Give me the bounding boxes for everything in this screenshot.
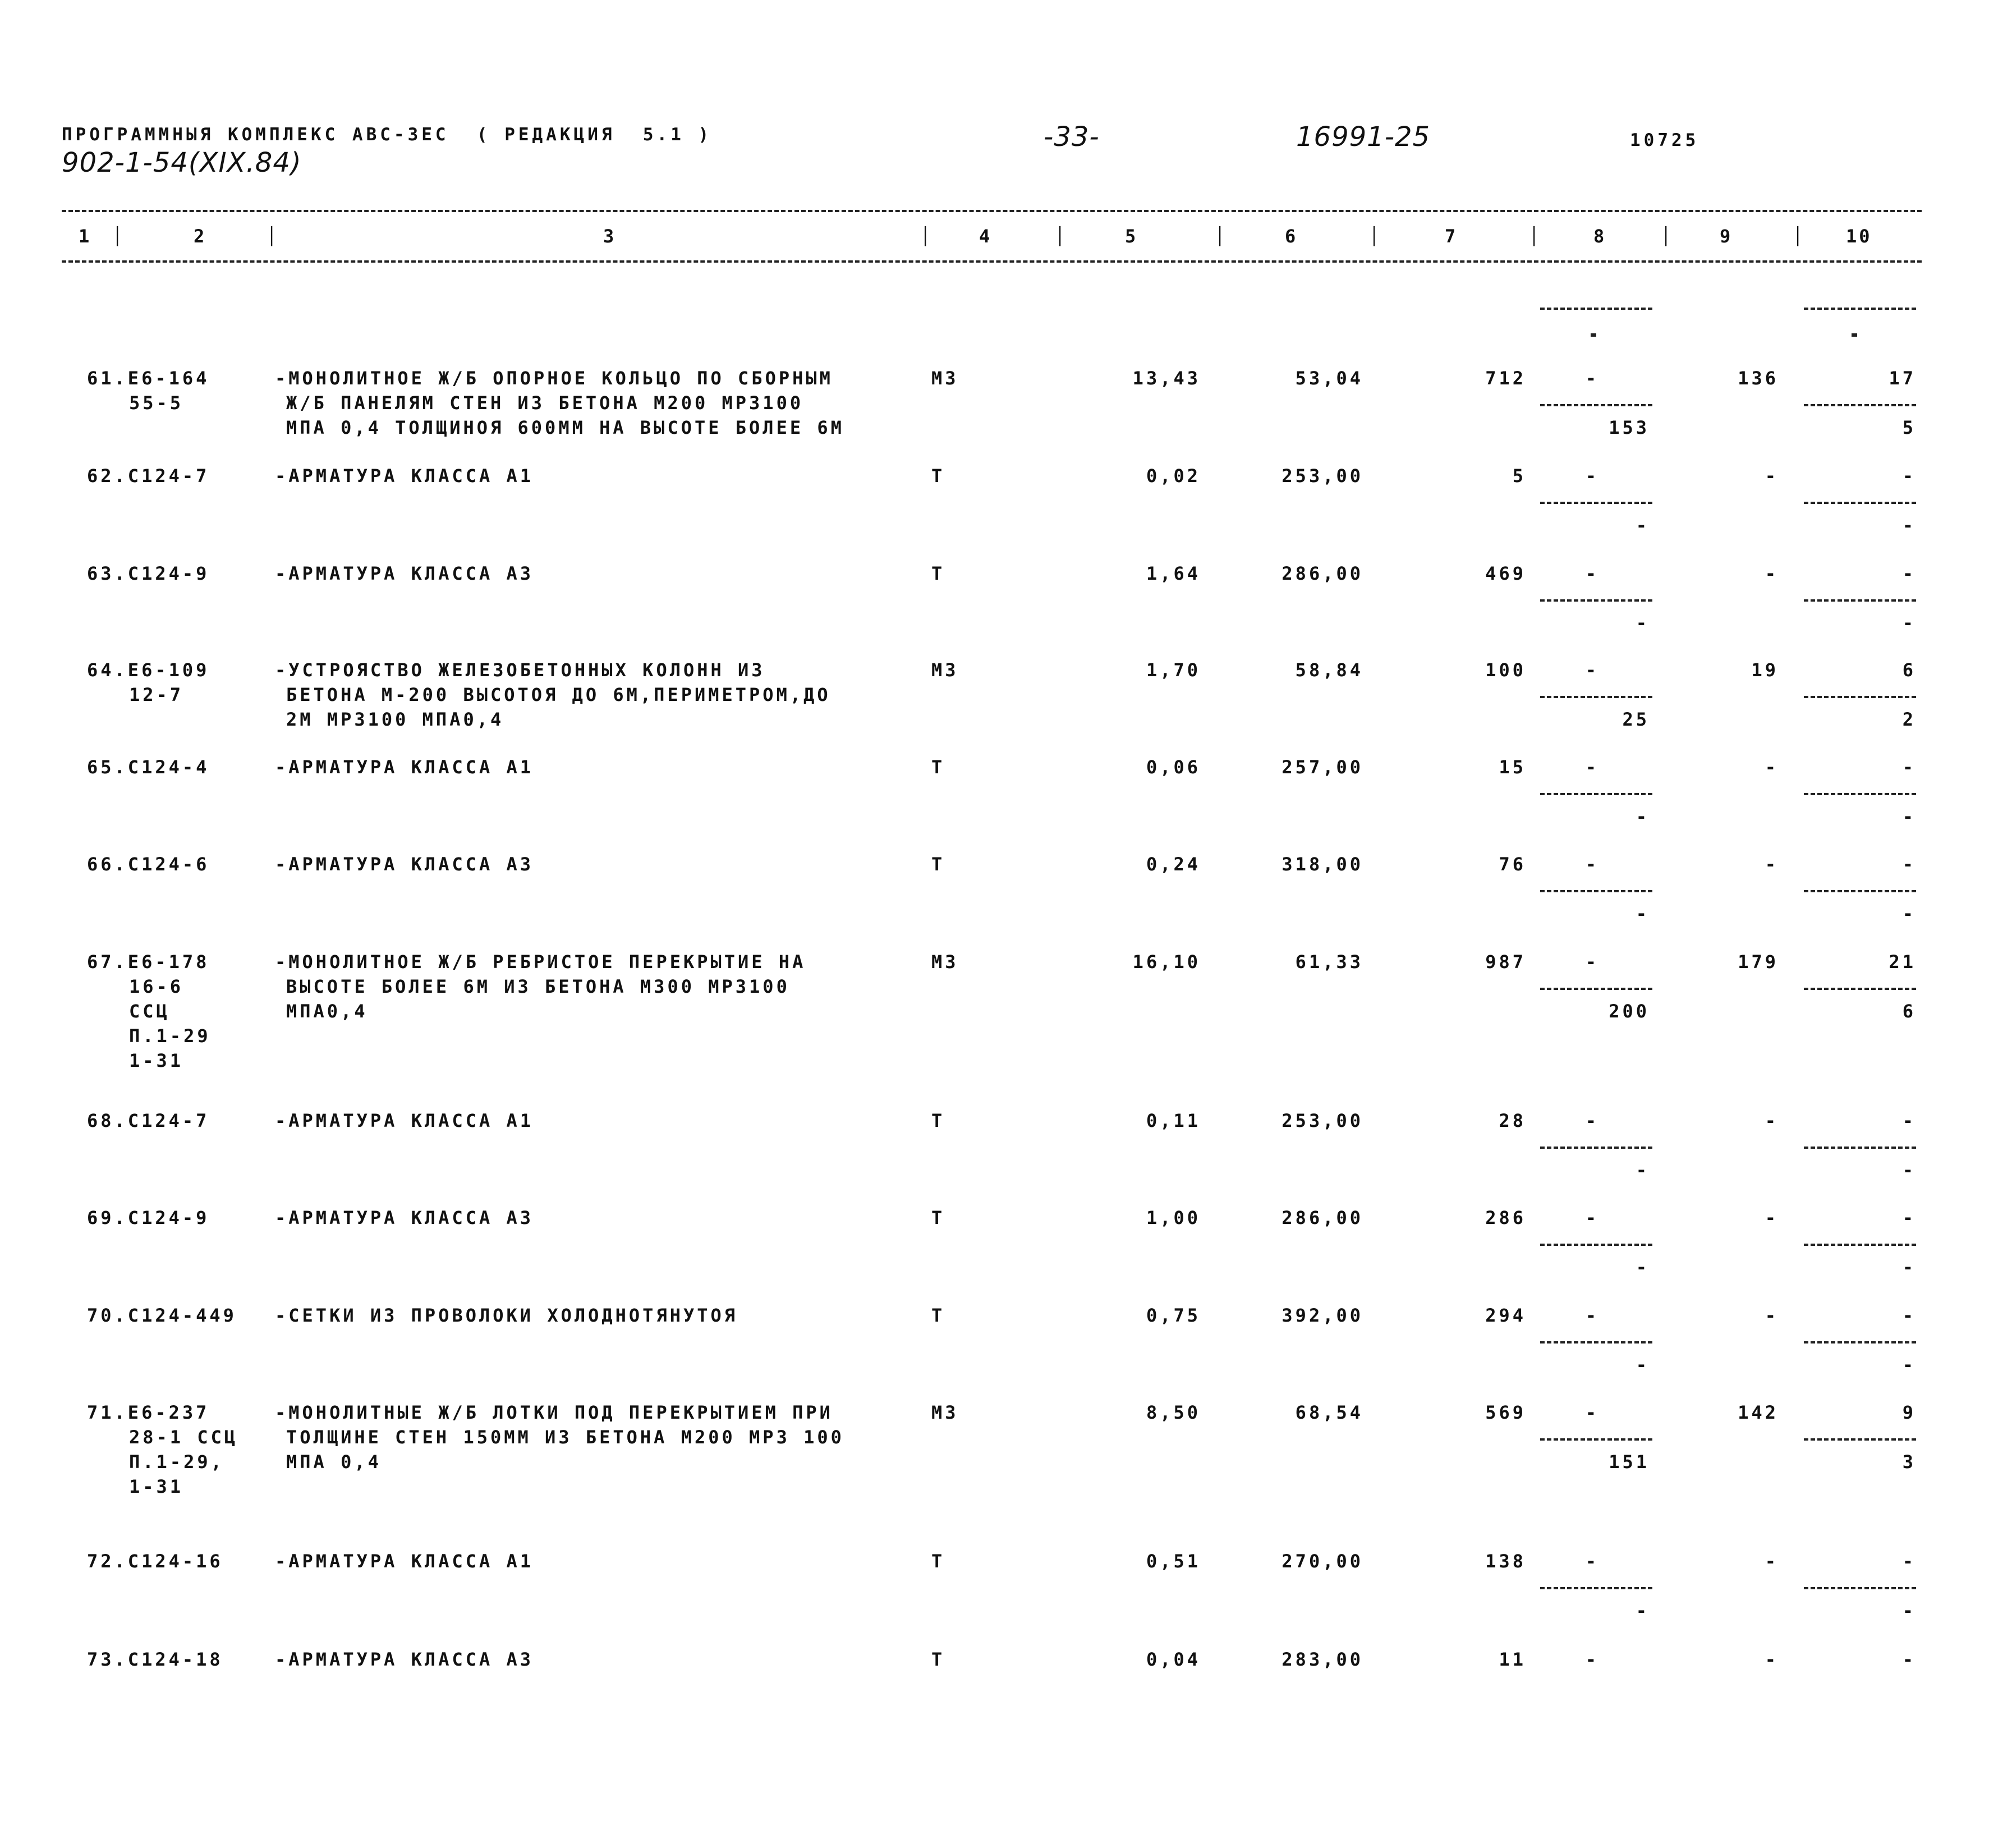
col10-top-value: - xyxy=(1902,465,1916,487)
col10-fraction-line xyxy=(1804,1341,1916,1343)
quantity: 16,10 xyxy=(1132,951,1201,973)
total-cost: 76 xyxy=(1499,854,1526,875)
col10-dash-mark xyxy=(1852,333,1857,337)
work-description: МПА 0,4 ТОЛЩИНОЯ 600ММ НА ВЫСОТЕ БОЛЕЕ 6М xyxy=(286,417,844,438)
col8-fraction-line xyxy=(1540,890,1652,892)
quantity: 13,43 xyxy=(1132,368,1201,389)
work-description: -АРМАТУРА КЛАССА АЗ xyxy=(275,854,534,875)
col10-fraction-line xyxy=(1804,1244,1916,1246)
total-cost: 100 xyxy=(1485,659,1526,681)
col8-bottom-value: - xyxy=(1636,1354,1650,1375)
position-code: 64.Е6-109 xyxy=(87,659,210,681)
col10-fraction-line xyxy=(1804,404,1916,406)
work-description: -МОНОЛИТНЫЕ Ж/Б ЛОТКИ ПОД ПЕРЕКРЫТИЕМ ПРИ xyxy=(275,1402,833,1423)
position-code: 70.С124-449 xyxy=(87,1305,237,1326)
col8-top-value: - xyxy=(1585,1207,1599,1228)
col8-top-value: - xyxy=(1585,1649,1599,1670)
column-separator: │ xyxy=(267,227,277,246)
project-code: 902-1-54(XIX.84) xyxy=(62,147,302,178)
unit-of-measure: Т xyxy=(931,854,945,875)
col10-bottom-value: - xyxy=(1902,1600,1916,1621)
col10-fraction-line xyxy=(1804,696,1916,698)
unit-of-measure: МЗ xyxy=(931,368,959,389)
column-separator: │ xyxy=(1529,227,1540,246)
work-description: -УСТРОЯСТВО ЖЕЛЕЗОБЕТОННЫХ КОЛОНН ИЗ xyxy=(275,659,765,681)
work-description: -АРМАТУРА КЛАССА АЗ xyxy=(275,1649,534,1670)
work-description: Ж/Б ПАНЕЛЯМ СТЕН ИЗ БЕТОНА М200 МРЗ100 xyxy=(286,392,804,414)
total-cost: 286 xyxy=(1485,1207,1526,1228)
quantity: 0,51 xyxy=(1146,1551,1201,1572)
col8-top-value: - xyxy=(1585,1110,1599,1131)
work-description: -СЕТКИ ИЗ ПРОВОЛОКИ ХОЛОДНОТЯНУТОЯ xyxy=(275,1305,738,1326)
column-header-3: 3 xyxy=(603,226,617,247)
col9-value: - xyxy=(1765,1305,1779,1326)
unit-price: 318,00 xyxy=(1281,854,1363,875)
column-header-4: 4 xyxy=(979,226,993,247)
col9-value: - xyxy=(1765,465,1779,487)
total-cost: 28 xyxy=(1499,1110,1526,1131)
col10-fraction-line xyxy=(1804,308,1916,310)
col8-fraction-line xyxy=(1540,793,1652,795)
position-code: 67.Е6-178 xyxy=(87,951,210,973)
quantity: 0,11 xyxy=(1146,1110,1201,1131)
col9-value: - xyxy=(1765,563,1779,584)
col10-bottom-value: - xyxy=(1902,1354,1916,1375)
col9-value: 179 xyxy=(1738,951,1779,973)
col8-bottom-value: - xyxy=(1636,612,1650,634)
total-cost: 469 xyxy=(1485,563,1526,584)
col9-value: - xyxy=(1765,1207,1779,1228)
col10-top-value: - xyxy=(1902,1110,1916,1131)
col8-top-value: - xyxy=(1585,465,1599,487)
unit-price: 257,00 xyxy=(1281,756,1363,778)
position-code: 1-31 xyxy=(129,1476,184,1497)
col8-top-value: - xyxy=(1585,1402,1599,1423)
col8-bottom-value: 200 xyxy=(1609,1001,1650,1022)
position-code: 16-6 xyxy=(129,976,184,997)
col8-top-value: - xyxy=(1585,756,1599,778)
col10-fraction-line xyxy=(1804,793,1916,795)
sheet-code: 10725 xyxy=(1630,130,1699,150)
unit-price: 286,00 xyxy=(1281,1207,1363,1228)
col8-fraction-line xyxy=(1540,1341,1652,1343)
col8-bottom-value: - xyxy=(1636,1600,1650,1621)
total-cost: 11 xyxy=(1499,1649,1526,1670)
position-code: 66.С124-6 xyxy=(87,854,210,875)
total-cost: 15 xyxy=(1499,756,1526,778)
unit-of-measure: Т xyxy=(931,756,945,778)
column-separator: │ xyxy=(112,227,123,246)
col10-bottom-value: 5 xyxy=(1902,417,1916,438)
col10-top-value: - xyxy=(1902,756,1916,778)
quantity: 0,24 xyxy=(1146,854,1201,875)
position-code: 63.С124-9 xyxy=(87,563,210,584)
position-code: 65.С124-4 xyxy=(87,756,210,778)
col10-fraction-line xyxy=(1804,1147,1916,1149)
unit-price: 283,00 xyxy=(1281,1649,1363,1670)
col8-top-value: - xyxy=(1585,1551,1599,1572)
position-code: 68.С124-7 xyxy=(87,1110,210,1131)
work-description: -АРМАТУРА КЛАССА А1 xyxy=(275,465,534,487)
col9-value: - xyxy=(1765,854,1779,875)
page-number: -33- xyxy=(1044,121,1100,153)
col8-fraction-line xyxy=(1540,988,1652,990)
work-description: БЕТОНА М-200 ВЫСОТОЯ ДО 6М,ПЕРИМЕТРОМ,ДО xyxy=(286,684,831,705)
col10-top-value: - xyxy=(1902,854,1916,875)
unit-of-measure: Т xyxy=(931,1110,945,1131)
total-cost: 138 xyxy=(1485,1551,1526,1572)
col8-top-value: - xyxy=(1585,368,1599,389)
col8-fraction-line xyxy=(1540,308,1652,310)
col8-bottom-value: - xyxy=(1636,806,1650,827)
quantity: 0,04 xyxy=(1146,1649,1201,1670)
col10-fraction-line xyxy=(1804,890,1916,892)
col8-bottom-value: - xyxy=(1636,1257,1650,1278)
col10-fraction-line xyxy=(1804,1438,1916,1441)
position-code: 55-5 xyxy=(129,392,184,414)
header-bottom-rule xyxy=(62,260,1922,263)
quantity: 8,50 xyxy=(1146,1402,1201,1423)
unit-price: 53,04 xyxy=(1295,368,1363,389)
col10-bottom-value: 6 xyxy=(1902,1001,1916,1022)
col10-bottom-value: - xyxy=(1902,806,1916,827)
work-description: МПА 0,4 xyxy=(286,1451,382,1473)
col10-top-value: 6 xyxy=(1902,659,1916,681)
column-header-1: 1 xyxy=(79,226,92,247)
work-description: -МОНОЛИТНОЕ Ж/Б РЕБРИСТОЕ ПЕРЕКРЫТИЕ НА xyxy=(275,951,806,973)
unit-of-measure: МЗ xyxy=(931,1402,959,1423)
header-top-rule xyxy=(62,210,1922,212)
program-title: ПРОГРАММНЫЯ КОМПЛЕКС АВС-ЗЕС ( РЕДАКЦИЯ 5.1 ) xyxy=(62,125,713,145)
col10-bottom-value: - xyxy=(1902,612,1916,634)
total-cost: 987 xyxy=(1485,951,1526,973)
col10-top-value: - xyxy=(1902,1305,1916,1326)
unit-of-measure: МЗ xyxy=(931,659,959,681)
col10-bottom-value: - xyxy=(1902,903,1916,924)
column-header-7: 7 xyxy=(1445,226,1458,247)
quantity: 1,64 xyxy=(1146,563,1201,584)
total-cost: 712 xyxy=(1485,368,1526,389)
total-cost: 5 xyxy=(1512,465,1526,487)
col8-bottom-value: - xyxy=(1636,515,1650,536)
work-description: ТОЛЩИНЕ СТЕН 150ММ ИЗ БЕТОНА М200 МРЗ 100 xyxy=(286,1427,844,1448)
document-number: 16991-25 xyxy=(1296,121,1431,153)
col10-top-value: - xyxy=(1902,1207,1916,1228)
position-code: 71.Е6-237 xyxy=(87,1402,210,1423)
position-code: 61.Е6-164 xyxy=(87,368,210,389)
unit-price: 68,54 xyxy=(1295,1402,1363,1423)
unit-of-measure: Т xyxy=(931,563,945,584)
col8-bottom-value: 151 xyxy=(1609,1451,1650,1473)
col8-fraction-line xyxy=(1540,404,1652,406)
position-code: ССЦ xyxy=(129,1001,170,1022)
unit-of-measure: Т xyxy=(931,1207,945,1228)
unit-of-measure: Т xyxy=(931,465,945,487)
work-description: -АРМАТУРА КЛАССА А1 xyxy=(275,1551,534,1572)
quantity: 1,70 xyxy=(1146,659,1201,681)
col10-top-value: - xyxy=(1902,1551,1916,1572)
total-cost: 569 xyxy=(1485,1402,1526,1423)
position-code: П.1-29, xyxy=(129,1451,224,1473)
col10-top-value: 9 xyxy=(1902,1402,1916,1423)
col8-fraction-line xyxy=(1540,1438,1652,1441)
col9-value: 136 xyxy=(1738,368,1779,389)
col8-top-value: - xyxy=(1585,1305,1599,1326)
position-code: 62.С124-7 xyxy=(87,465,210,487)
position-code: 69.С124-9 xyxy=(87,1207,210,1228)
col9-value: - xyxy=(1765,1649,1779,1670)
col8-fraction-line xyxy=(1540,1244,1652,1246)
total-cost: 294 xyxy=(1485,1305,1526,1326)
col8-fraction-line xyxy=(1540,1147,1652,1149)
col8-fraction-line xyxy=(1540,1587,1652,1589)
column-header-9: 9 xyxy=(1720,226,1733,247)
column-separator: │ xyxy=(1055,227,1065,246)
quantity: 0,02 xyxy=(1146,465,1201,487)
work-description: -АРМАТУРА КЛАССА А1 xyxy=(275,1110,534,1131)
work-description: 2М МРЗ100 МПА0,4 xyxy=(286,709,504,730)
unit-of-measure: Т xyxy=(931,1551,945,1572)
unit-of-measure: МЗ xyxy=(931,951,959,973)
position-code: П.1-29 xyxy=(129,1025,211,1047)
column-separator: │ xyxy=(1215,227,1225,246)
position-code: 12-7 xyxy=(129,684,184,705)
col10-bottom-value: - xyxy=(1902,1257,1916,1278)
unit-of-measure: Т xyxy=(931,1649,945,1670)
col8-top-value: - xyxy=(1585,563,1599,584)
col10-fraction-line xyxy=(1804,1587,1916,1589)
col8-top-value: - xyxy=(1585,854,1599,875)
unit-price: 253,00 xyxy=(1281,1110,1363,1131)
quantity: 0,06 xyxy=(1146,756,1201,778)
position-code: 28-1 ССЦ xyxy=(129,1427,238,1448)
work-description: МПА0,4 xyxy=(286,1001,368,1022)
column-header-6: 6 xyxy=(1285,226,1298,247)
col10-bottom-value: 3 xyxy=(1902,1451,1916,1473)
col8-dash-mark xyxy=(1591,333,1596,337)
col8-top-value: - xyxy=(1585,951,1599,973)
work-description: -АРМАТУРА КЛАССА А1 xyxy=(275,756,534,778)
unit-price: 270,00 xyxy=(1281,1551,1363,1572)
col10-fraction-line xyxy=(1804,502,1916,504)
column-header-8: 8 xyxy=(1593,226,1607,247)
col10-bottom-value: 2 xyxy=(1902,709,1916,730)
work-description: -АРМАТУРА КЛАССА АЗ xyxy=(275,1207,534,1228)
col10-top-value: - xyxy=(1902,1649,1916,1670)
unit-price: 61,33 xyxy=(1295,951,1363,973)
position-code: 73.С124-18 xyxy=(87,1649,223,1670)
unit-of-measure: Т xyxy=(931,1305,945,1326)
quantity: 0,75 xyxy=(1146,1305,1201,1326)
column-separator: │ xyxy=(1793,227,1803,246)
column-separator: │ xyxy=(1661,227,1671,246)
col8-bottom-value: - xyxy=(1636,903,1650,924)
col10-bottom-value: - xyxy=(1902,1159,1916,1181)
col9-value: 19 xyxy=(1751,659,1779,681)
unit-price: 58,84 xyxy=(1295,659,1363,681)
col8-bottom-value: 25 xyxy=(1622,709,1650,730)
quantity: 1,00 xyxy=(1146,1207,1201,1228)
col8-top-value: - xyxy=(1585,659,1599,681)
work-description: -АРМАТУРА КЛАССА АЗ xyxy=(275,563,534,584)
position-code: 72.С124-16 xyxy=(87,1551,223,1572)
column-header-10: 10 xyxy=(1846,226,1872,247)
unit-price: 253,00 xyxy=(1281,465,1363,487)
col10-top-value: 17 xyxy=(1889,368,1916,389)
column-separator: │ xyxy=(1369,227,1380,246)
work-description: -МОНОЛИТНОЕ Ж/Б ОПОРНОЕ КОЛЬЦО ПО СБОРНЫМ xyxy=(275,368,833,389)
col10-bottom-value: - xyxy=(1902,515,1916,536)
col10-fraction-line xyxy=(1804,988,1916,990)
col8-fraction-line xyxy=(1540,696,1652,698)
unit-price: 286,00 xyxy=(1281,563,1363,584)
col8-fraction-line xyxy=(1540,502,1652,504)
col9-value: - xyxy=(1765,1551,1779,1572)
column-header-2: 2 xyxy=(194,226,207,247)
col8-bottom-value: 153 xyxy=(1609,417,1650,438)
col10-fraction-line xyxy=(1804,599,1916,602)
col10-top-value: - xyxy=(1902,563,1916,584)
column-separator: │ xyxy=(920,227,931,246)
unit-price: 392,00 xyxy=(1281,1305,1363,1326)
col9-value: - xyxy=(1765,1110,1779,1131)
column-header-5: 5 xyxy=(1125,226,1138,247)
position-code: 1-31 xyxy=(129,1050,184,1071)
col8-bottom-value: - xyxy=(1636,1159,1650,1181)
col8-fraction-line xyxy=(1540,599,1652,602)
col10-top-value: 21 xyxy=(1889,951,1916,973)
col9-value: - xyxy=(1765,756,1779,778)
work-description: ВЫСОТЕ БОЛЕЕ 6М ИЗ БЕТОНА М300 МРЗ100 xyxy=(286,976,790,997)
col9-value: 142 xyxy=(1738,1402,1779,1423)
